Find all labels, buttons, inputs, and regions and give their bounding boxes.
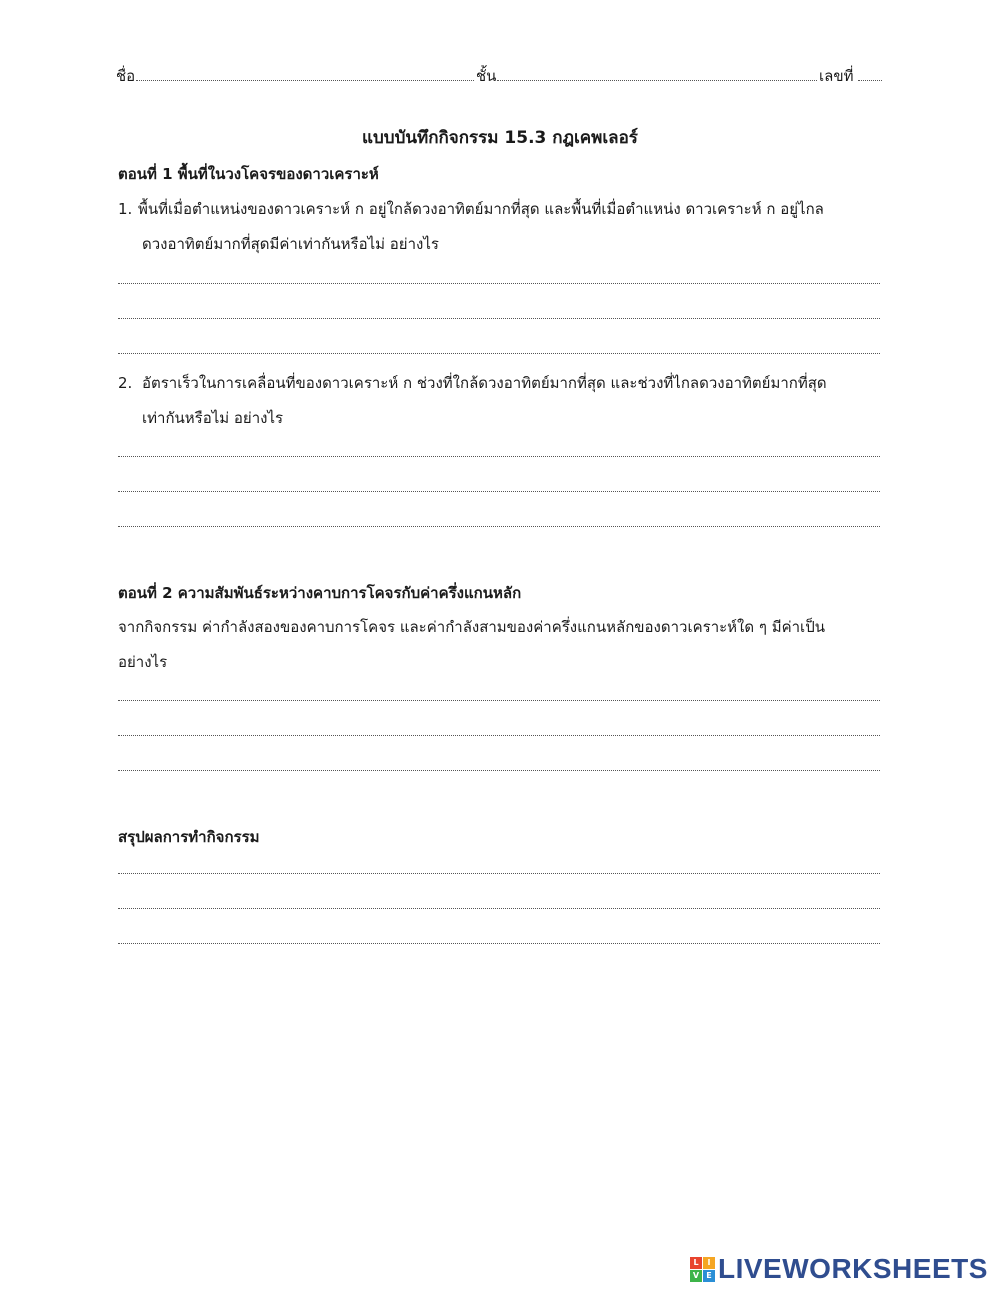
part1-heading: ตอนที่ 1 พื้นที่ในวงโคจรของดาวเคราะห์ [118,165,379,183]
liveworksheets-wordmark: LIVEWORKSHEETS [718,1253,988,1284]
summary-answer-line-3[interactable] [118,943,880,944]
part2-text-line2: อย่างไร [118,653,168,671]
q1-answer-line-2[interactable] [118,318,880,319]
name-field[interactable] [136,80,474,81]
q2-answer-line-3[interactable] [118,526,880,527]
q1-answer-line-1[interactable] [118,283,880,284]
q1-text-line1: พื้นที่เมื่อตำแหน่งของดาวเคราะห์ ก อยู่ใกล้ดวงอาทิตย์มากที่สุด และพื้นที่เมื่อตำแหน่ง ดาวเคราะห์ ก อยู่ไกล [138,200,824,218]
liveworksheets-mark-icon [690,1257,715,1282]
mark-letter-e: E [703,1270,715,1282]
q1-text-line2: ดวงอาทิตย์มากที่สุดมีค่าเท่ากันหรือไม่ อย่างไร [142,235,439,253]
name-label: ชื่อ [116,67,136,85]
part2-answer-line-1[interactable] [118,700,880,701]
part2-heading: ตอนที่ 2 ความสัมพันธ์ระหว่างคาบการโคจรกับค่าครึ่งแกนหลัก [118,584,522,602]
part2-answer-line-3[interactable] [118,770,880,771]
summary-heading: สรุปผลการทำกิจกรรม [118,828,260,846]
part2-answer-line-2[interactable] [118,735,880,736]
number-field[interactable] [858,80,882,81]
q2-number: 2. [118,374,133,392]
mark-letter-l: L [690,1257,702,1269]
q1-answer-line-3[interactable] [118,353,880,354]
q2-text-line2: เท่ากันหรือไม่ อย่างไร [142,409,284,427]
number-label: เลขที่ [819,67,854,85]
summary-answer-line-2[interactable] [118,908,880,909]
summary-answer-line-1[interactable] [118,873,880,874]
q1-number: 1. [118,200,133,218]
class-label: ชั้น [476,67,497,85]
liveworksheets-logo [690,1253,988,1285]
mark-letter-v: V [690,1270,702,1282]
q2-text-line1: อัตราเร็วในการเคลื่อนที่ของดาวเคราะห์ ก ช่วงที่ใกล้ดวงอาทิตย์มากที่สุด และช่วงที่ไกลดวงอาทิตย์มากที่สุด [142,374,827,392]
part2-text-line1: จากกิจกรรม ค่ากำลังสองของคาบการโคจร และค่ากำลังสามของค่าครึ่งแกนหลักของดาวเคราะห์ใด ๆ มีค่าเป็น [118,618,825,636]
q2-answer-line-1[interactable] [118,456,880,457]
class-field[interactable] [497,80,817,81]
q2-answer-line-2[interactable] [118,491,880,492]
page-title: แบบบันทึกกิจกรรม 15.3 กฎเคพเลอร์ [362,128,638,148]
mark-letter-i: I [703,1257,715,1269]
